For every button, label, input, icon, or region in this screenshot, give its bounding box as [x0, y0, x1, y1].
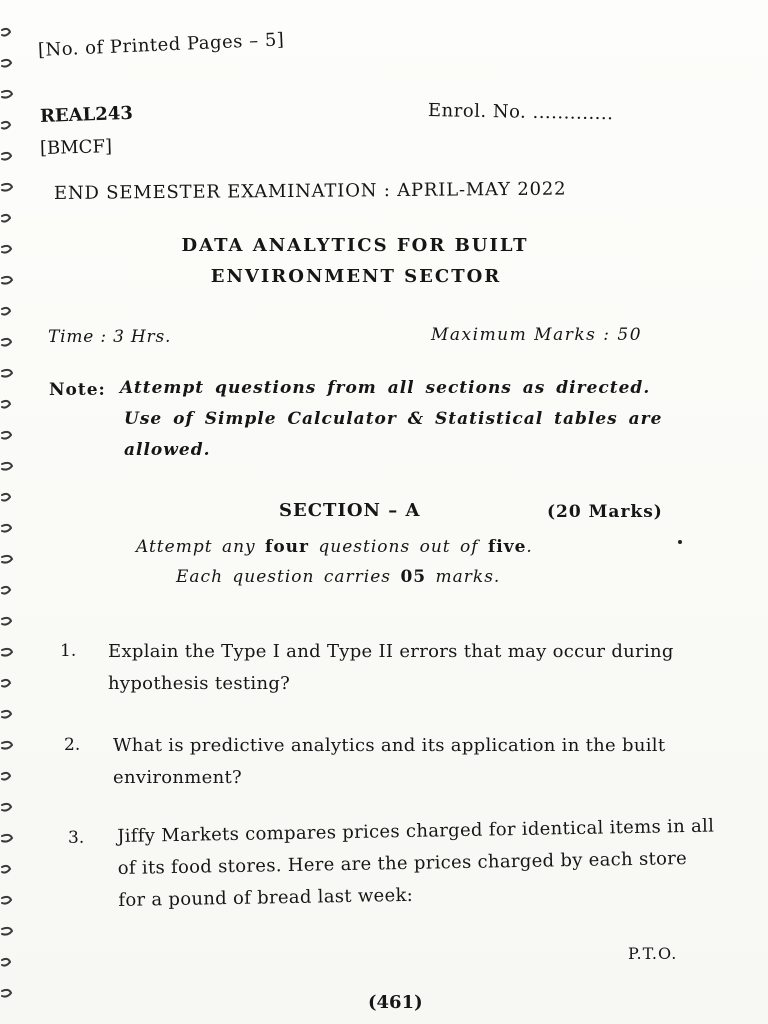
instr-text: questions out of [309, 537, 488, 557]
binding-marks [0, 0, 34, 1024]
binding-hole [2, 556, 12, 563]
section-a-instruction-1 [136, 537, 533, 557]
enrolment-number-field: Enrol. No. ............. [427, 100, 614, 125]
binding-hole [2, 773, 10, 780]
binding-hole [2, 959, 10, 966]
binding-hole [2, 463, 12, 470]
maximum-marks: Maximum Marks : 50 [431, 325, 643, 345]
stray-dot [678, 540, 682, 544]
binding-hole [2, 866, 10, 873]
question-1-number: 1. [60, 641, 77, 661]
exam-duration: Time : 3 Hrs. [48, 327, 172, 347]
binding-hole [2, 587, 10, 594]
note-line-1: Attempt questions from all sections as directed. [120, 378, 651, 398]
binding-hole [2, 618, 11, 625]
binding-hole [2, 184, 12, 191]
binding-hole [2, 91, 12, 98]
binding-hole [2, 122, 10, 129]
section-a-marks: (20 Marks) [547, 502, 663, 522]
binding-hole [2, 370, 12, 377]
binding-hole [2, 897, 11, 904]
binding-hole [2, 308, 10, 315]
binding-hole [2, 153, 11, 160]
question-1-text: Explain the Type I and Type II errors that may occur during hypothesis testing? [108, 641, 674, 694]
binding-hole [2, 432, 11, 439]
note-line-3: allowed. [124, 440, 211, 460]
paper-code: REAL243 [39, 102, 134, 127]
question-2-text: What is predictive analytics and its application in the built environment? [113, 735, 666, 788]
instr-bold: four [265, 537, 309, 557]
question-2-number: 2. [64, 735, 81, 755]
question-3-number: 3. [68, 828, 85, 848]
instr-bold: 05 [400, 567, 427, 587]
binding-hole [2, 29, 10, 36]
instr-bold: five [487, 537, 527, 557]
instr-text: Each question carries [176, 567, 401, 587]
binding-hole [2, 711, 11, 718]
binding-hole [2, 525, 11, 532]
binding-hole [2, 339, 11, 346]
please-turn-over: P.T.O. [628, 944, 678, 963]
page-code: (461) [368, 992, 423, 1013]
instr-text: Attempt any [136, 537, 266, 557]
question-3-text: Jiffy Markets compares prices charged for identical items in all of its food stores. Here are the prices charged by each store for a pound of bread last week: [117, 815, 715, 911]
binding-hole [2, 742, 12, 749]
section-a-instruction-2 [176, 567, 500, 587]
instr-text: marks. [426, 567, 501, 587]
binding-hole [2, 60, 11, 67]
binding-hole [2, 680, 10, 687]
note-line-2: Use of Simple Calculator & Statistical tables are [124, 409, 663, 429]
instr-text: . [526, 537, 533, 557]
binding-hole [2, 804, 11, 811]
binding-hole [2, 990, 11, 997]
subject-title-line-1: DATA ANALYTICS FOR BUILT [181, 235, 529, 256]
subject-title-line-2: ENVIRONMENT SECTOR [210, 266, 502, 287]
binding-hole [2, 401, 10, 408]
spiral-binding [0, 0, 34, 1024]
binding-hole [2, 494, 10, 501]
binding-hole [2, 215, 10, 222]
binding-hole [2, 649, 12, 656]
note-label: Note: [49, 380, 106, 400]
binding-hole [2, 835, 12, 842]
section-a-title: SECTION – A [279, 500, 421, 521]
exam-title: END SEMESTER EXAMINATION : APRIL-MAY 2022 [53, 178, 567, 204]
printed-pages-note: [No. of Printed Pages – 5] [37, 29, 285, 61]
paper-subcode: [BMCF] [39, 136, 113, 159]
binding-hole [2, 928, 12, 935]
